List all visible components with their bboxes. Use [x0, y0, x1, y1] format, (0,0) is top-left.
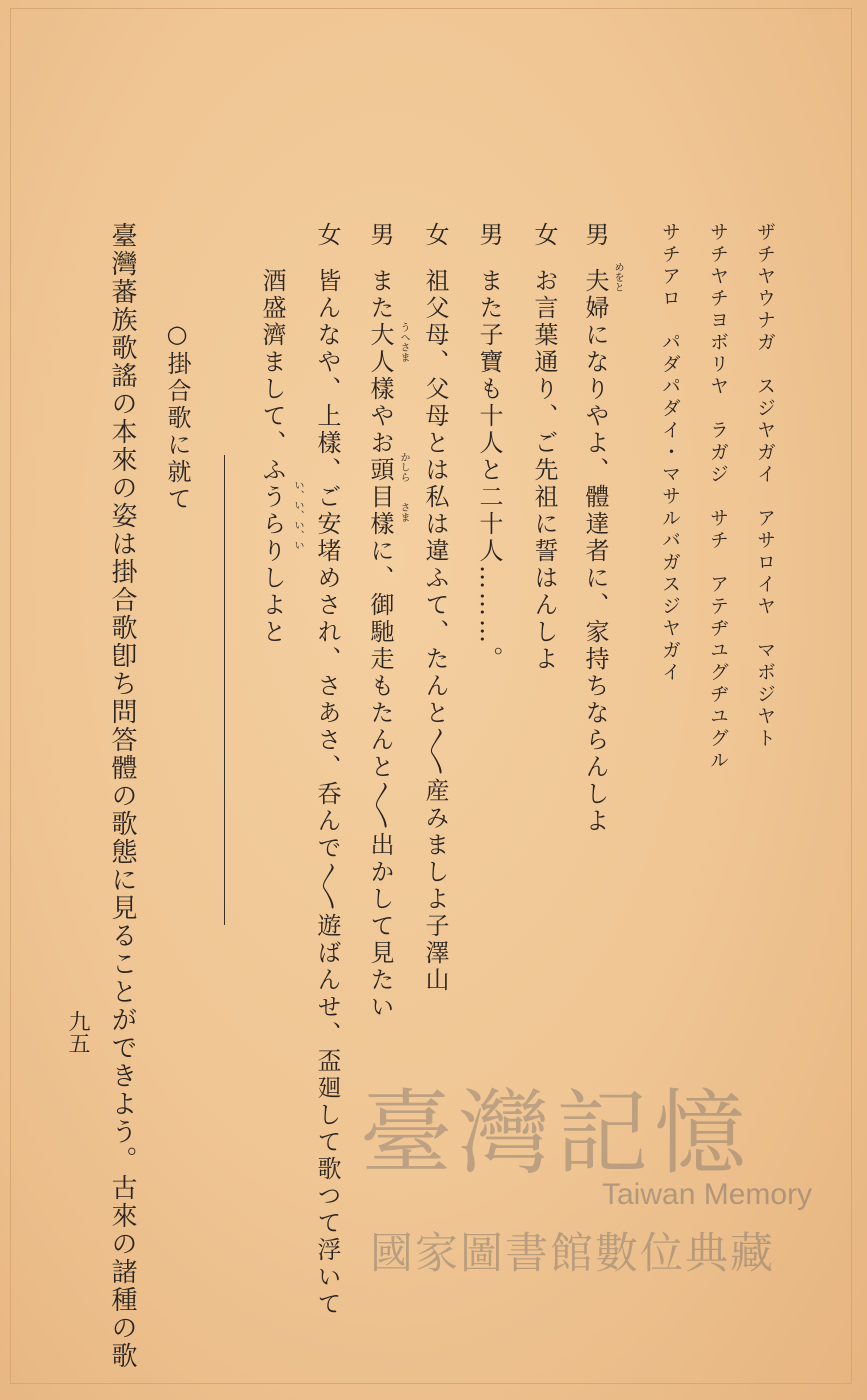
dialogue-line-1: 夫婦になりやよ、體達者に、家持ちならんしよ: [581, 268, 609, 835]
speaker-label: 男: [366, 222, 394, 246]
ruby-fufu: めをと: [612, 262, 623, 292]
dialogue-line-5: また大人樣やお頭目樣に、御馳走もたんと〳〵出かして見たい: [366, 268, 394, 1021]
ruby-sama: さま: [398, 502, 409, 522]
ruby-katashira: かしら: [398, 452, 409, 482]
section-divider: [224, 455, 225, 925]
speaker-label: 女: [313, 222, 341, 246]
dialogue-line-4: 祖父母、父母とは私は違ふて、たんと〳〵産みましよ子澤山: [421, 268, 449, 994]
dialogue-line-3: また子寶も十人と二十人………。: [475, 268, 503, 673]
dialogue-line-6: 皆んなや、上樣、ご安堵めされ、さあさ、呑んで〳〵遊ばんせ、盃廻して歌つて浮いて: [313, 268, 341, 1318]
katakana-line-3: サチアロ パダパダイ・マサルバガスジヤガイ: [659, 222, 681, 684]
speaker-label: 女: [421, 222, 449, 246]
watermark-english: Taiwan Memory: [602, 1178, 813, 1211]
katakana-line-2: サチヤチヨボリヤ ラガジ サチ アテヂユグヂユグル: [707, 222, 729, 772]
speaker-label: 男: [581, 222, 609, 246]
katakana-line-1: ザチヤウナガ スジヤガイ アサロイヤ マボジヤト: [754, 222, 776, 750]
ruby-otona: うへさま: [398, 322, 409, 362]
dialogue-line-7: 酒盛濟まして、ふうらりしよと: [258, 268, 286, 646]
dialogue-line-2: お言葉通り、ご先祖に誓はんしよ: [530, 268, 558, 673]
watermark-library: 國家圖書館數位典藏: [370, 1229, 775, 1279]
page-number: 九五: [65, 1010, 90, 1054]
section-heading: ○掛合歌に就て: [163, 320, 191, 513]
watermark-logo: 臺灣記憶: [360, 1080, 753, 1187]
speaker-label: 女: [530, 222, 558, 246]
speaker-label: 男: [475, 222, 503, 246]
ruby-iiii: い、い、い、い: [292, 480, 303, 550]
body-text-line: 臺灣蕃族歌謠の本來の姿は掛合歌卽ち問答體の歌態に見ることができよう。古來の諸種の歌: [107, 222, 137, 1370]
